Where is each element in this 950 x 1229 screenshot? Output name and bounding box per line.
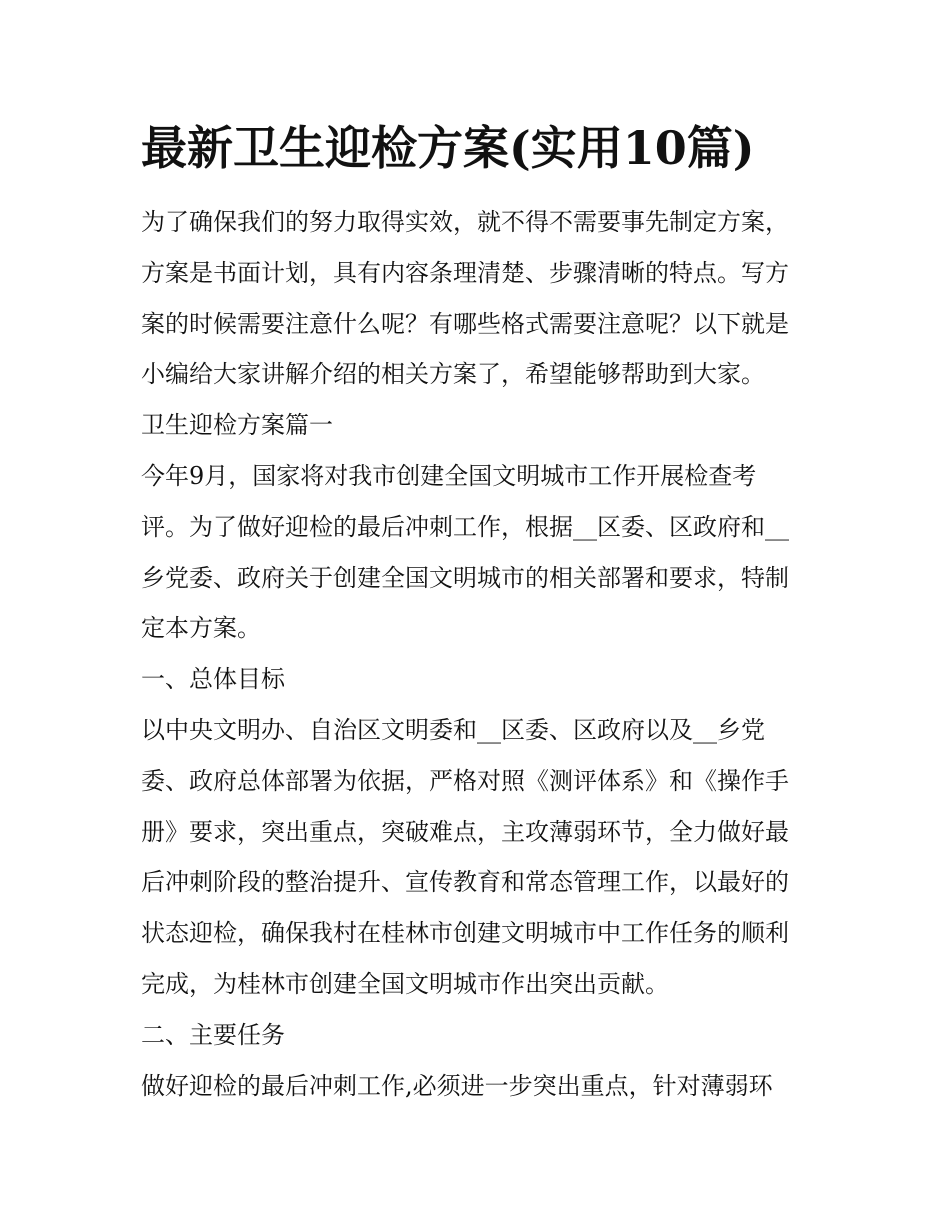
body-line: 后冲刺阶段的整治提升、宣传教育和常态管理工作，以最好的	[141, 868, 789, 897]
document-title: 最新卫生迎检方案(实用10篇)	[141, 121, 755, 175]
section-heading: 一、总体目标	[141, 665, 285, 694]
body-line: 乡党委、政府关于创建全国文明城市的相关部署和要求，特制	[141, 563, 789, 592]
body-line: 册》要求，突出重点，突破难点，主攻薄弱环节，全力做好最	[141, 817, 789, 846]
body-line: 定本方案。	[141, 614, 261, 643]
section-heading: 卫生迎检方案篇一	[141, 411, 333, 440]
body-line: 今年9月，国家将对我市创建全国文明城市工作开展检查考	[141, 461, 757, 490]
body-line: 案的时候需要注意什么呢？有哪些格式需要注意呢？以下就是	[141, 309, 789, 338]
body-line: 状态迎检，确保我村在桂林市创建文明城市中工作任务的顺利	[141, 919, 789, 948]
body-line: 完成，为桂林市创建全国文明城市作出突出贡献。	[141, 969, 669, 998]
body-line: 以中央文明办、自治区文明委和__区委、区政府以及__乡党	[141, 715, 765, 744]
body-line: 小编给大家讲解介绍的相关方案了，希望能够帮助到大家。	[141, 360, 765, 389]
body-line: 为了确保我们的努力取得实效，就不得不需要事先制定方案，	[141, 208, 789, 236]
body-line: 委、政府总体部署为依据，严格对照《测评体系》和《操作手	[141, 766, 789, 795]
document-page	[141, 112, 821, 1111]
body-line: 做好迎检的最后冲刺工作,必须进一步突出重点，针对薄弱环	[141, 1071, 773, 1100]
body-line: 评。为了做好迎检的最后冲刺工作，根据__区委、区政府和__	[141, 512, 789, 541]
section-heading: 二、主要任务	[141, 1020, 285, 1049]
body-line: 方案是书面计划，具有内容条理清楚、步骤清晰的特点。写方	[141, 258, 789, 287]
document-body	[141, 197, 821, 1111]
